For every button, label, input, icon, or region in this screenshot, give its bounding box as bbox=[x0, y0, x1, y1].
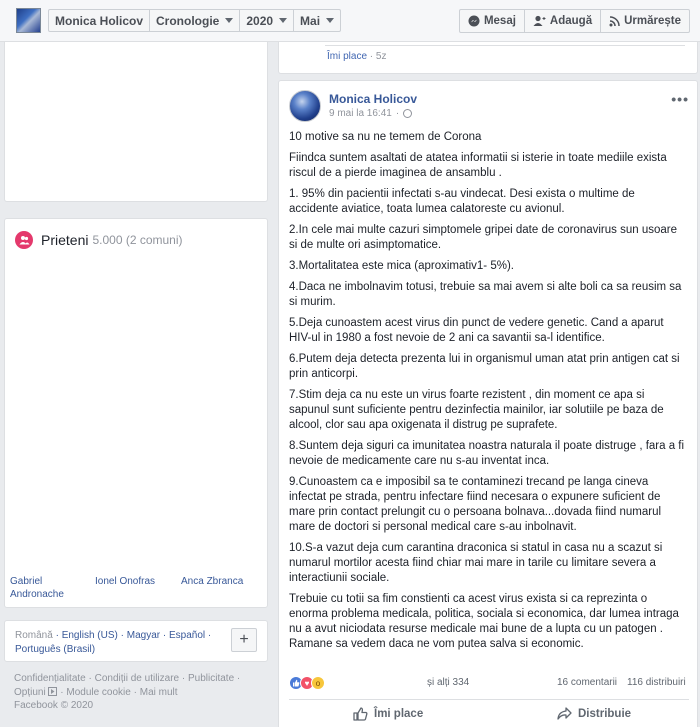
friends-header[interactable] bbox=[15, 231, 183, 249]
author-avatar[interactable] bbox=[289, 90, 321, 122]
year-dropdown[interactable] bbox=[240, 10, 294, 31]
copyright: Facebook © 2020 bbox=[14, 700, 94, 711]
add-friend-label: Adaugă bbox=[549, 15, 593, 27]
like-link[interactable]: Îmi place bbox=[327, 51, 368, 62]
intro-card bbox=[4, 42, 268, 202]
add-language-button[interactable]: + bbox=[231, 628, 257, 652]
chevron-down-icon bbox=[279, 18, 287, 23]
comments-count[interactable]: 16 comentarii bbox=[557, 677, 618, 688]
post-paragraph: 10 motive sa nu ne temem de Corona bbox=[289, 131, 482, 143]
previous-post-meta: Îmi place · 5z bbox=[327, 51, 387, 62]
share-label: Distribuie bbox=[578, 707, 632, 720]
post-paragraph: Trebuie cu totii sa fim constienti ca acest virus exista si ca reprezinta o enorma problema medicala, politica, sociala si economica, dar lumea intraga nu a avut niciodata resurse medicale mai bune de a lupta cu un patogen . Ramane sa vedem daca ne vom putea salva si economic. bbox=[289, 593, 679, 650]
footer-link[interactable]: Opțiuni bbox=[14, 686, 46, 698]
previous-post-card bbox=[278, 42, 698, 74]
language-card bbox=[4, 620, 268, 662]
messenger-icon bbox=[468, 15, 480, 27]
friend-name[interactable]: Anca Zbranca bbox=[181, 576, 244, 587]
ad-choices-icon[interactable] bbox=[48, 687, 57, 696]
follow-label: Urmărește bbox=[624, 15, 681, 27]
wow-reaction-icon: o bbox=[311, 676, 325, 690]
post-paragraph: 4.Daca ne imbolnavim totusi, trebuie sa mai avem si alte boli ca sa reusim sa si murim. bbox=[289, 281, 682, 308]
language-link[interactable]: Español bbox=[168, 630, 206, 641]
rss-icon bbox=[609, 16, 620, 27]
message-label: Mesaj bbox=[483, 15, 516, 27]
profile-name-label: Monica Holicov bbox=[55, 13, 144, 28]
post-paragraph: 6.Putem deja detecta prezenta lui in organismul uman atat prin antigen cat si prin anticorpi. bbox=[289, 353, 680, 380]
friends-count: 5.000 (2 comuni) bbox=[92, 233, 183, 247]
friends-title: Prieteni bbox=[41, 232, 89, 248]
follow-button[interactable] bbox=[601, 10, 689, 32]
shares-count[interactable]: 116 distribuiri bbox=[627, 677, 686, 688]
post-paragraph: 10.S-a vazut deja cum carantina draconica si statul in casa nu a scazut si numarul mortilor acesta fiind chiar mai mare in tarile cu limitare severa a interactiunii sociale. bbox=[289, 542, 663, 584]
add-friend-button[interactable] bbox=[525, 10, 601, 32]
separator: · bbox=[395, 108, 400, 119]
divider bbox=[325, 45, 685, 46]
breadcrumb-profile-name[interactable] bbox=[49, 10, 150, 31]
friend-name[interactable]: Gabriel Andronache bbox=[10, 576, 64, 600]
post-paragraph: 2.In cele mai multe cazuri simptomele gripei date de coronavirus sun usoare si de multe ori asimptomatice. bbox=[289, 224, 677, 251]
month-label: Mai bbox=[300, 13, 321, 28]
language-link[interactable]: English (US) bbox=[61, 630, 118, 641]
globe-icon[interactable] bbox=[403, 109, 412, 118]
footer-link[interactable]: Confidențialitate bbox=[14, 673, 86, 684]
profile-thumbnail[interactable] bbox=[16, 8, 41, 33]
footer-link[interactable]: Condiții de utilizare bbox=[94, 673, 180, 684]
friends-card bbox=[4, 218, 268, 608]
month-dropdown[interactable] bbox=[294, 10, 340, 31]
post-paragraph: 9.Cunoastem ca e imposibil sa te contaminezi trecand pe langa cineva infectat pe strada, pentru infectare fiind necesara o expunere suficient de mare prin contact prelungit cu o persoana bolnava...dovada fiind numarul mare de doctori si personal medical care s-au inbolnavit. bbox=[289, 476, 662, 533]
chevron-down-icon bbox=[225, 18, 233, 23]
footer-link[interactable]: Module cookie bbox=[66, 686, 131, 698]
post-author[interactable]: Monica Holicov bbox=[329, 92, 418, 106]
reactions-count[interactable]: și alți 334 bbox=[427, 677, 470, 688]
thumbs-up-icon bbox=[353, 707, 368, 721]
breadcrumb bbox=[48, 9, 341, 32]
language-link[interactable]: Magyar bbox=[126, 630, 161, 641]
post-meta bbox=[329, 108, 412, 119]
divider bbox=[289, 699, 689, 700]
like-button[interactable] bbox=[353, 707, 423, 721]
year-label: 2020 bbox=[246, 13, 274, 28]
post-text bbox=[289, 130, 687, 658]
profile-actions bbox=[459, 9, 690, 33]
post-action-bar bbox=[289, 703, 689, 727]
timeline-dropdown[interactable] bbox=[150, 10, 240, 31]
share-button[interactable] bbox=[557, 707, 631, 720]
add-friend-icon bbox=[533, 15, 546, 27]
like-label: Îmi place bbox=[374, 708, 424, 720]
page-footer: Confidențialitate · Condiții de utilizare · Publicitate · Opțiuni · Module cookie · Mai mult Facebook © 2020 bbox=[14, 673, 241, 711]
love-reaction-icon: ♥ bbox=[300, 676, 314, 690]
post-paragraph: 5.Deja cunoastem acest virus din punct de vedere genetic. Cand a aparut HIV-ul in 1980 a fost nevoie de 2 ani ca savantii sa-l identifice. bbox=[289, 317, 664, 344]
profile-top-bar bbox=[0, 0, 700, 42]
post-paragraph: Fiindca suntem asaltati de atatea informatii si isterie in toate mediile exista riscul de a pierde imaginea de ansamblu . bbox=[289, 152, 667, 179]
message-button[interactable] bbox=[460, 10, 525, 32]
post-card bbox=[278, 80, 698, 727]
post-paragraph: 3.Mortalitatea este mica (aproximativ1- 5%). bbox=[289, 260, 514, 272]
post-paragraph: 8.Suntem deja siguri ca imunitatea noastra naturala il poate distruge , fara a fi nevoie de medicamente care nu s-au inventat inca. bbox=[289, 440, 685, 467]
language-list: Română · English (US) · Magyar · Español · Português (Brasil) bbox=[15, 630, 212, 655]
chevron-down-icon bbox=[326, 18, 334, 23]
comment-time[interactable]: 5z bbox=[375, 51, 387, 62]
timeline-label: Cronologie bbox=[156, 13, 220, 28]
post-stats bbox=[289, 675, 689, 693]
reaction-icons[interactable] bbox=[289, 676, 322, 690]
language-link[interactable]: Português (Brasil) bbox=[15, 644, 96, 655]
friends-icon bbox=[15, 231, 33, 249]
post-paragraph: 1. 95% din pacientii infectati s-au vindecat. Desi exista o multime de accidente aviatice, toata lumea calatoreste cu avionul. bbox=[289, 188, 635, 215]
share-icon bbox=[557, 707, 572, 720]
post-paragraph: 7.Stim deja ca nu este un virus foarte rezistent , din moment ce apa si sapunul sunt suficiente pentru dezinfectia mainilor, iar solutiile pe baza de alcool, clor sau apa oxigenata il distrug pe suprafete. bbox=[289, 389, 664, 431]
current-language: Română bbox=[15, 630, 53, 641]
footer-link[interactable]: Mai mult bbox=[139, 686, 178, 698]
post-timestamp[interactable]: 9 mai la 16:41 bbox=[329, 108, 392, 119]
footer-link[interactable]: Publicitate bbox=[188, 673, 235, 684]
friend-name[interactable]: Ionel Onofras bbox=[95, 576, 156, 587]
more-options-icon[interactable]: ••• bbox=[671, 91, 689, 107]
